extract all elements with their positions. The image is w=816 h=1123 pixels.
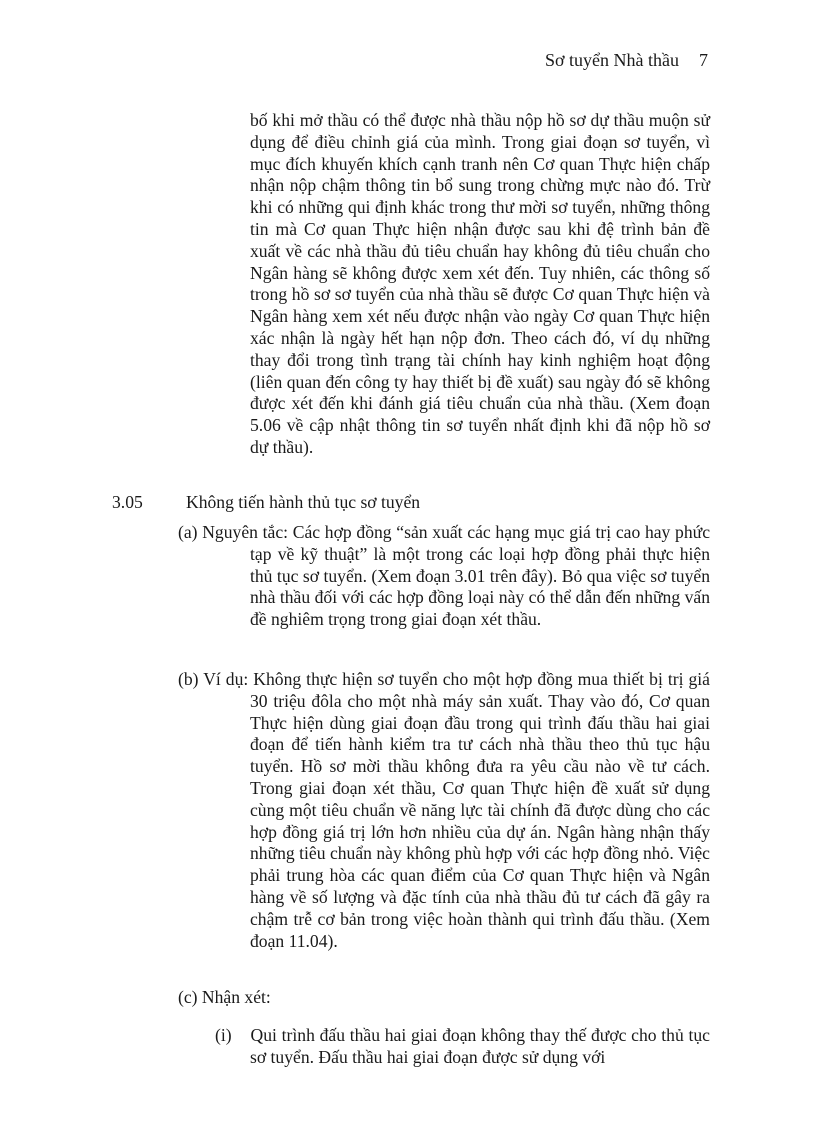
header-title: Sơ tuyển Nhà thầu bbox=[545, 50, 679, 70]
section-number: 3.05 bbox=[112, 492, 143, 512]
item-label: (b) Ví dụ: bbox=[178, 669, 249, 689]
item-text: Không thực hiện sơ tuyển cho một hợp đồng mua thiết bị trị giá 30 triệu đôla cho một nhà máy sản xuất. Thay vào đó, Cơ quan Thực hiện dùng giai đoạn đầu trong qui trình đấu thầu hai giai đoạn để tiến hành kiểm tra tư cách nhà thầu theo thủ tục hậu tuyển. Hồ sơ mời thầu không đưa ra yêu cầu nào về tư cách. Trong giai đoạn xét thầu, Cơ quan Thực hiện đề xuất sử dụng cùng một tiêu chuẩn về năng lực tài chính đã được dùng cho các hợp đồng giá trị lớn hơn nhiều của dự án. Ngân hàng nhận thấy những tiêu chuẩn này không phù hợp với các hợp đồng nhỏ. Việc phải trung hòa các quan điểm của Cơ quan Thực hiện và Ngân hàng về số lượng và đặc tính của nhà thầu đủ tư cách đã gây ra chậm trễ cơ bản trong việc hoàn thành qui trình đấu thầu. (Xem đoạn 11.04). bbox=[248, 669, 710, 951]
item-example bbox=[178, 669, 710, 952]
subitem-i bbox=[215, 1025, 710, 1069]
section-title: Không tiến hành thủ tục sơ tuyển bbox=[186, 492, 421, 512]
item-comment bbox=[178, 987, 710, 1009]
running-header bbox=[545, 50, 708, 72]
page-number: 7 bbox=[699, 50, 708, 70]
subitem-label: (i) bbox=[215, 1025, 232, 1045]
section-heading bbox=[112, 492, 420, 514]
intro-paragraph: bố khi mở thầu có thể được nhà thầu nộp hồ sơ dự thầu muộn sử dụng để điều chỉnh giá của mình. Trong giai đoạn sơ tuyển, vì mục đích khuyến khích cạnh tranh nên Cơ quan Thực hiện chấp nhận nộp chậm thông tin bổ sung trong chừng mực nào đó. Trừ khi có những qui định khác trong thư mời sơ tuyển, những thông tin mà Cơ quan Thực hiện nhận được sau khi đệ trình bản đề xuất về các nhà thầu đủ tiêu chuẩn hay không đủ tiêu chuẩn cho Ngân hàng sẽ không được xem xét đến. Tuy nhiên, các thông số trong hồ sơ sơ tuyển của nhà thầu sẽ được Cơ quan Thực hiện và Ngân hàng xem xét nếu được nhận vào ngày Cơ quan Thực hiện xác nhận là ngày hết hạn nộp đơn. Theo cách đó, ví dụ những thay đổi trong tình trạng tài chính hay kinh nghiệm hoạt động (liên quan đến công ty hay thiết bị đề xuất) sau ngày đó sẽ không được xét đến khi đánh giá tiêu chuẩn của nhà thầu. (Xem đoạn 5.06 về cập nhật thông tin sơ tuyển nhất định khi đã nộp hồ sơ dự thầu). bbox=[250, 110, 710, 457]
item-label: (a) Nguyên tắc: bbox=[178, 522, 289, 542]
item-principle bbox=[178, 522, 710, 631]
item-label: (c) Nhận xét: bbox=[178, 987, 271, 1007]
item-text: Các hợp đồng “sản xuất các hạng mục giá trị cao hay phức tạp về kỹ thuật” là một trong các loại hợp đồng phải thực hiện thủ tục sơ tuyển. (Xem đoạn 3.01 trên đây). Bỏ qua việc sơ tuyển nhà thầu đối với các hợp đồng loại này có thể dẫn đến những vấn đề nghiêm trọng trong giai đoạn xét thầu. bbox=[250, 522, 710, 630]
subitem-text: Qui trình đấu thầu hai giai đoạn không thay thế được cho thủ tục sơ tuyển. Đấu thầu hai giai đoạn được sử dụng với bbox=[250, 1025, 710, 1067]
